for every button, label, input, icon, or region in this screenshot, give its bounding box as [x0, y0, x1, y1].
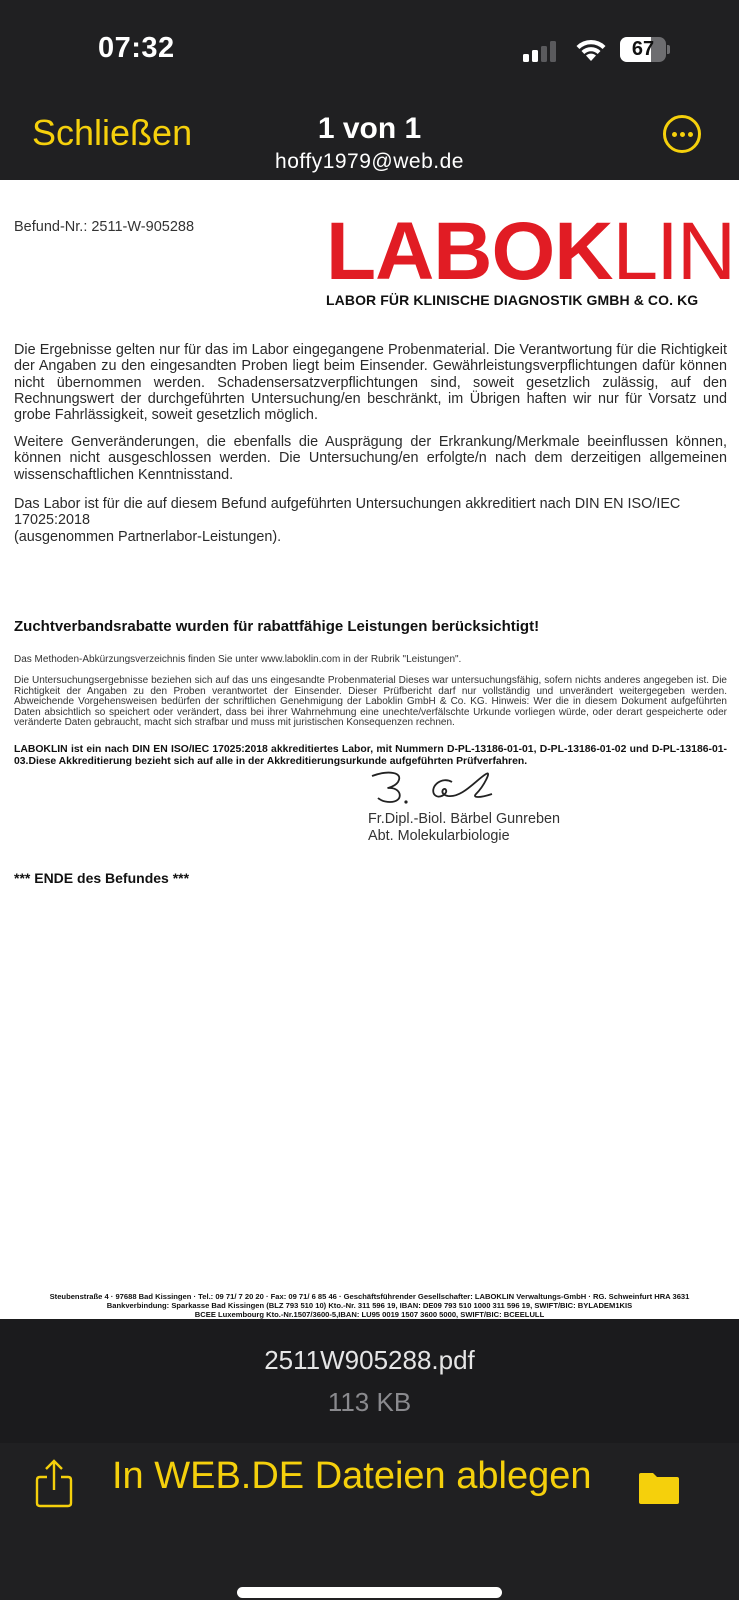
- signature-image: [368, 768, 508, 808]
- battery-icon: [620, 37, 670, 62]
- folder-icon: [638, 1471, 680, 1505]
- bottom-toolbar: [0, 1443, 739, 1600]
- befund-number: Befund-Nr.: 2511-W-905288: [14, 219, 195, 235]
- gene-changes-paragraph: Weitere Genveränderungen, die ebenfalls die Ausprägung der Erkrankung/Merkmale beeinflussen können, können nicht ausgeschlossen werden. Die Untersuchung/en erfolgte/n nach dem derzeitigen allgemeinen wissenschaftlichen Kenntnisstand.: [14, 434, 727, 483]
- page-counter-title: 1 von 1: [317, 112, 422, 145]
- legal-note: Die Untersuchungsergebnisse beziehen sich auf das uns eingesandte Probenmaterial Dieses war untersuchungsfähig, sofern nichts anderes angegeben ist. Die Richtigkeit der Angaben zu den Proben verantwortet der Einsender. Dieser Prüfbericht darf nur vollständig und unverändert weitergegeben werden. Abweichende Vorgehensweisen bedürfen der schriftlichen Genehmigung der Laboklin GmbH & Co. KG. Hinweis: Wer die in diesem Dokument aufgeführten Daten absichtlich so speichert oder verändert, dass bei ihrer Wahrnehmung eine unechte/verfälschte Urkunde vorliegen würde, oder derart gespeicherte oder veränderte Daten gebraucht, macht sich strafbar und muss mit juristischen Konsequenzen rechnen.: [14, 675, 727, 729]
- status-time: 07:32: [98, 32, 175, 64]
- partner-lab-exclusion: (ausgenommen Partnerlabor-Leistungen).: [14, 528, 282, 545]
- pdf-document-preview[interactable]: [0, 180, 739, 1319]
- logo-thin-part: LIN: [612, 206, 735, 297]
- share-button[interactable]: [34, 1457, 74, 1509]
- more-options-button[interactable]: [663, 115, 701, 153]
- laboklin-logo: [326, 206, 735, 308]
- footer-line: BCEE Luxembourg Kto.-Nr.1507/3600-5,IBAN: LU95 0019 1507 3600 5000, SWIFT/BIC: BCEELULL: [194, 1310, 545, 1319]
- battery-percent: 67: [631, 38, 655, 60]
- folder-button[interactable]: [638, 1471, 680, 1505]
- accreditation-text: Das Labor ist für die auf diesem Befund aufgeführten Untersuchungen akkreditiert nach DIN EN ISO/IEC 17025:2018: [14, 496, 681, 529]
- end-of-report-note: *** ENDE des Befundes ***: [14, 870, 190, 886]
- status-bar: [0, 0, 739, 100]
- accreditation-note: LABOKLIN ist ein nach DIN EN ISO/IEC 17025:2018 akkreditiertes Labor, mit Nummern D-PL-13186-01-01, D-PL-13186-01-02 und D-PL-13186-01-03.Diese Akkreditierung bezieht sich auf alle in der Akkreditierungsurkunde aufgeführten Prüfverfahren.: [14, 744, 727, 767]
- nav-bar: [0, 100, 739, 180]
- footer-line: Steubenstraße 4 · 97688 Bad Kissingen · Tel.: 09 71/ 7 20 20 · Fax: 09 71/ 6 85 46 · Geschäftsführender Gesellschafter: LABOKLIN Verwaltungs-GmbH · RG. Schweinfurt HRA 3631: [49, 1292, 690, 1301]
- file-name: 2511W905288.pdf: [264, 1345, 475, 1375]
- close-button[interactable]: Schließen: [32, 112, 193, 153]
- save-to-webde-files-button[interactable]: In WEB.DE Dateien ablegen: [112, 1455, 592, 1497]
- footer-line: Bankverbindung: Sparkasse Bad Kissingen (BLZ 793 510 10) Kto.-Nr. 311 596 19, IBAN: DE09 793 510 1000 311 596 19, SWIFT/BIC: BYLADEM1KIS: [106, 1301, 633, 1310]
- accreditation-paragraph: [14, 496, 727, 545]
- logo-tagline: LABOR FÜR KLINISCHE DIAGNOSTIK GMBH & CO. KG: [326, 292, 699, 308]
- account-email: hoffy1979@web.de: [275, 150, 464, 173]
- home-indicator[interactable]: [237, 1587, 502, 1598]
- methods-note: Das Methoden-Abkürzungsverzeichnis finden Sie unter www.laboklin.com in der Rubrik "Leistungen".: [14, 654, 462, 665]
- signer-name: Fr.Dipl.-Biol. Bärbel Gunreben: [368, 811, 560, 827]
- wifi-icon: [574, 36, 608, 62]
- liability-paragraph: Die Ergebnisse gelten nur für das im Labor eingegangene Probenmaterial. Die Verantwortung für die Richtigkeit der Angaben zu den eingesandten Proben liegt beim Einsender. Gewährleistungsverpflichtungen dafür können nicht übernommen werden. Schadensersatzverpflichtungen sind, soweit gesetzlich zulässig, auf den Rechnungswert der durchgeführten Untersuchung/en beschränkt, im Übrigen haften wir nur für Vorsatz und grobe Fahrlässigkeit, soweit gesetzlich möglich.: [14, 342, 727, 424]
- signer-department: Abt. Molekularbiologie: [368, 828, 510, 844]
- file-info-panel: [0, 1319, 739, 1443]
- file-size: 113 KB: [327, 1387, 412, 1417]
- rebate-note: Zuchtverbandsrabatte wurden für rabattfähige Leistungen berücksichtigt!: [14, 618, 540, 635]
- document-footer: [0, 1292, 739, 1319]
- logo-bold-part: LABOK: [326, 206, 613, 297]
- share-icon: [34, 1457, 74, 1509]
- cellular-signal-icon: [523, 40, 561, 62]
